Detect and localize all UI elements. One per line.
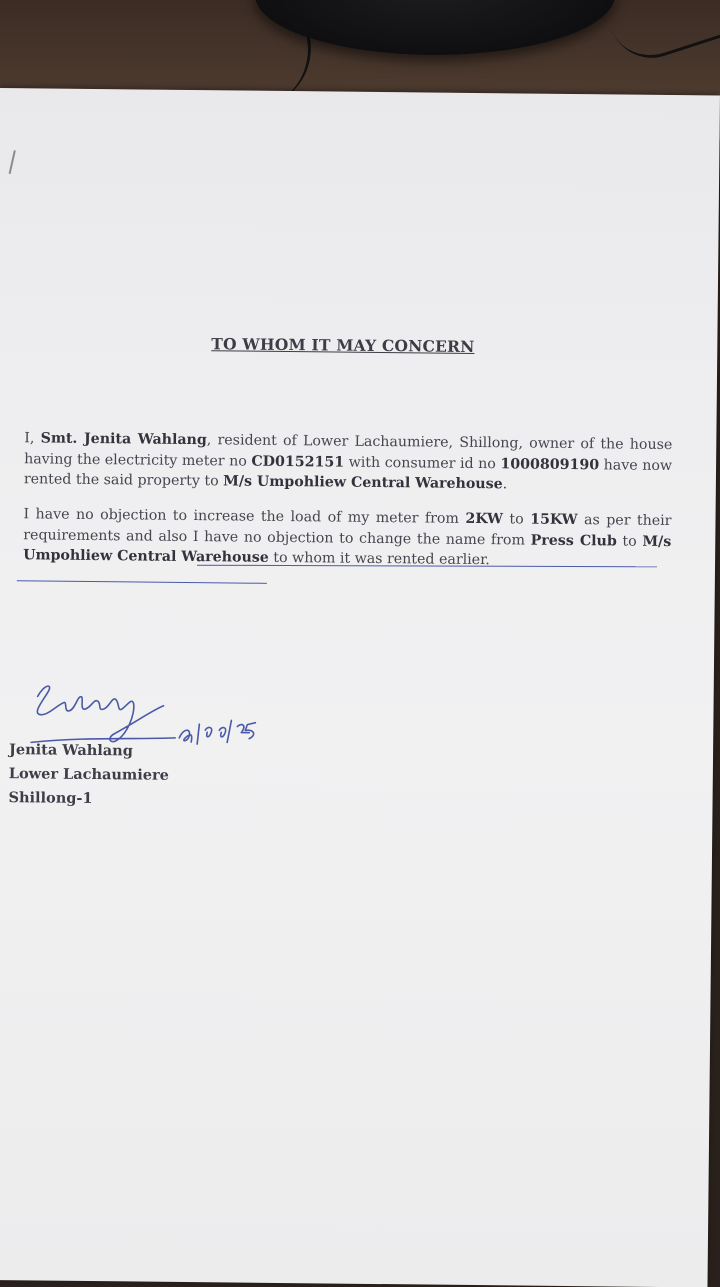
owner-name: Smt. Jenita Wahlang	[40, 430, 207, 449]
cable	[611, 0, 720, 69]
tenant-name: M/s Umpohliew Central Warehouse	[223, 473, 503, 493]
text-segment: with consumer id no	[344, 454, 501, 472]
signatory-name: Jenita Wahlang	[8, 741, 133, 760]
document-paper	[0, 88, 720, 1287]
stray-pen-mark	[9, 150, 16, 174]
meter-number: CD0152151	[251, 453, 345, 471]
text-segment: I,	[24, 430, 41, 447]
text-segment: as per their requirements and also I have no objection to change the name from	[23, 512, 672, 549]
text-segment: , resident of Lower Lachaumiere, Shillong, owner of the house having the electricity meter no	[24, 432, 673, 470]
text-segment: to whom it was rented earlier.	[268, 549, 490, 569]
text-segment: to	[616, 532, 643, 550]
text-segment: have now rented the said property to	[23, 456, 673, 490]
letter-title: TO WHOM IT MAY CONCERN	[211, 334, 475, 356]
address-line-1: Lower Lachaumiere	[8, 765, 170, 784]
new-name: M/s Umpohliew Central Warehouse	[23, 533, 672, 566]
text-segment: .	[502, 476, 508, 493]
old-name: Press Club	[530, 532, 617, 549]
signature-block	[8, 738, 169, 812]
text-segment: I have no objection to increase the load of my meter from	[23, 506, 466, 527]
consumer-id: 1000809190	[500, 455, 600, 473]
text-segment: to	[502, 511, 531, 528]
pen-underline	[17, 580, 267, 584]
load-from: 2KW	[465, 510, 504, 528]
load-to: 15KW	[530, 511, 578, 529]
paragraph-2	[23, 504, 672, 572]
paragraph-1	[24, 428, 673, 496]
address-line-2: Shillong-1	[8, 789, 93, 808]
